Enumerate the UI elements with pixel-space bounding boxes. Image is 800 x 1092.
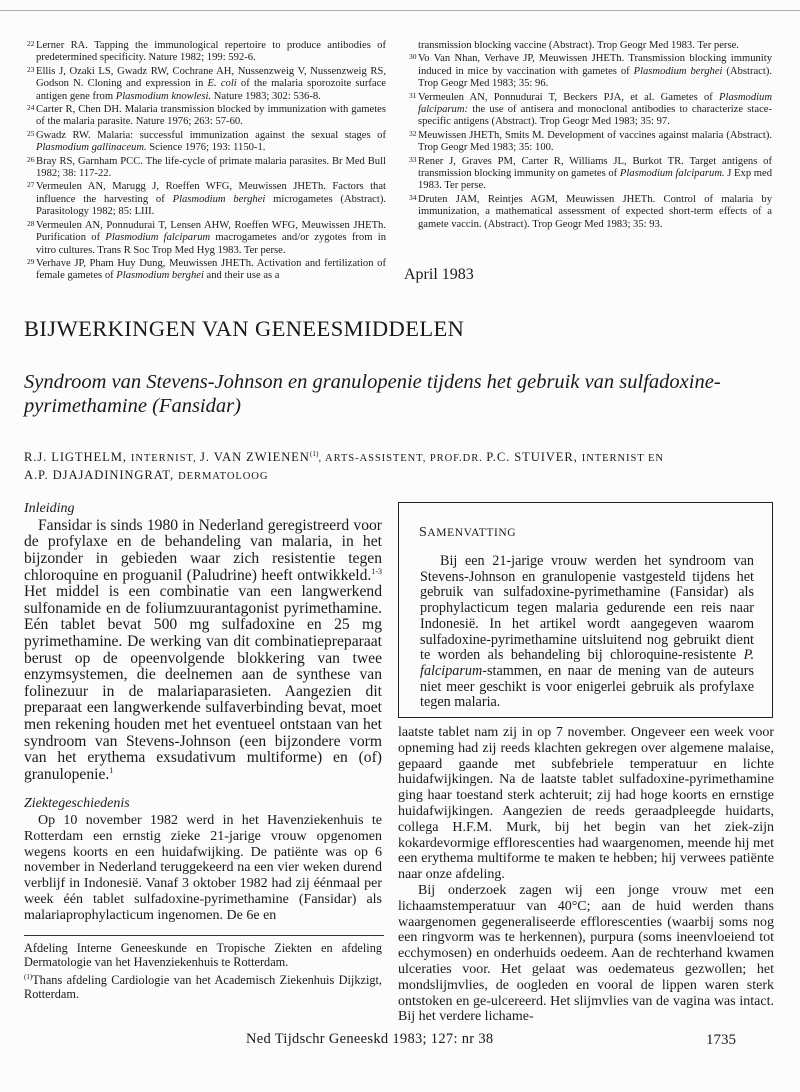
reference-text: Ellis J, Ozaki LS, Gwadz RW, Cochrane AH, Nussenzweig V, Nussenzweig RS, Godson N. Cloning and expression in E. coli of the malaria sporozoite surface antigen gene from Plasmodium knowlesi. Nature 1983; 302: 536-8. bbox=[36, 65, 386, 102]
reference-number: 34 bbox=[409, 192, 417, 202]
reference-item bbox=[409, 128, 772, 155]
reference-number: 28 bbox=[27, 218, 35, 228]
reference-text: Gwadz RW. Malaria: successful immunization against the sexual stages of Plasmodium gallinaceum. Science 1976; 193: 1150-1. bbox=[36, 129, 386, 154]
reference-text: Verhave JP, Pham Huy Dung, Meuwissen JHETh. Activation and fertilization of female gametes of Plasmodium berghei and their use as a bbox=[36, 257, 386, 282]
reference-number: 25 bbox=[27, 128, 35, 138]
author-role: , ARTS-ASSISTENT, bbox=[318, 453, 430, 465]
reference-item bbox=[27, 64, 386, 103]
reference-number: 30 bbox=[409, 52, 417, 62]
reference-text: Carter R, Chen DH. Malaria transmission blocked by immunization with gametes of the malaria parasite. Nature 1976; 263: 57-60. bbox=[36, 104, 386, 128]
body-column-right bbox=[398, 725, 774, 1025]
reference-number: 31 bbox=[409, 90, 417, 100]
reference-number: 29 bbox=[27, 256, 35, 266]
journal-citation: Ned Tijdschr Geneeskd 1983; 127: nr 38 bbox=[246, 1031, 494, 1047]
author-line bbox=[24, 445, 780, 485]
body-column-left bbox=[24, 501, 382, 924]
page-number: 1735 bbox=[706, 1032, 736, 1048]
reference-text: Meuwissen JHETh, Smits M. Development of vaccines against malaria (Abstract). Trop Geogr Med 1983; 35: 100. bbox=[418, 129, 772, 154]
reference-number: 27 bbox=[27, 180, 35, 190]
case-paragraph: laatste tablet nam zij in op 7 november. Ongeveer een week voor opneming had zij reeds klachten gekregen over algemene malaise, gepaard gaande met subfebriele temperatuur en lichte huidafwijkingen. Na de laatste tablet sulfadoxine-pyrimethamine ging haar toestand sterk achteruit; zij had hoge koorts en ernstige huidafwijkingen. Aangezien de reeds geraadpleegde huidarts, collega H.F.M. Murk, bij het begin van het ziek-zijn kokardevormige efflorescenties had waargenomen, meende hij met een erythema multiforme te maken te hebben; hij verwees patiënte naar onze afdeling. bbox=[398, 725, 774, 883]
author-role: INTERNIST EN bbox=[581, 453, 664, 465]
reference-item bbox=[409, 154, 772, 193]
summary-box bbox=[398, 502, 773, 718]
reference-text: Vo Van Nhan, Verhave JP, Meuwissen JHETh. Transmission blocking immunity induced in mice by vaccination with gametes of Plasmodium berghei (Abstract). Trop Geogr Med 1983; 35: 96. bbox=[418, 53, 772, 90]
reference-text: Druten JAM, Reintjes AGM, Meuwissen JHETh. Control of malaria by immunization, a mathematical assessment of expected short-term effects of a gamete vaccin. (Abstract). Trop Geogr Med 1983; 35: 93. bbox=[418, 193, 772, 230]
reference-text: Rener J, Graves PM, Carter R, Williams JL, Burkot TR. Target antigens of transmission blocking immunity on gametes of Plasmodium falciparum. J Exp med 1983. Ter perse. bbox=[418, 155, 772, 192]
reference-text: Vermeulen AN, Ponnudurai T, Lensen AHW, Roeffen WFG, Meuwissen JHETh. Purification of Plasmodium falciparum macrogametes and/or zygotes from in vitro cultures. Trans R Soc Trop Med Hyg 1983. Ter perse. bbox=[36, 219, 386, 256]
citation-marker: 1 bbox=[109, 765, 114, 775]
reference-item bbox=[27, 103, 386, 129]
footnote-current-address: $^{(1)}$Thans afdeling Cardiologie van het Academisch Ziekenhuis Dijkzigt, Rotterdam. bbox=[24, 973, 382, 1002]
author-role: INTERNIST, bbox=[130, 453, 201, 465]
reference-list-left bbox=[27, 39, 387, 284]
summary-text: Bij een 21-jarige vrouw werden het syndroom van Stevens-Johnson en granulopenie vastgesteld tijdens het gebruik van sulfadoxine-pyrimethamine (Fansidar) als prophylacticum tegen malaria gedurende een reis naar Indonesië. In het artikel wordt aangegeven waarom sulfadoxine-pyrimethamine uitsluitend nog gebruikt dient te worden als behandeling bij chloroquine-resistente P. falciparum-stammen, en naar de mening van de auteurs niet meer geschikt is voor enigerlei gebruik als profylaxe tegen malaria. bbox=[420, 553, 754, 711]
intro-heading: Inleiding bbox=[24, 501, 75, 516]
history-paragraph: Op 10 november 1982 werd in het Havenziekenhuis te Rotterdam een ernstig zieke 21-jarige vrouw opgenomen wegens koorts en een huidafwijking. De patiënte was op 6 november in Nederland teruggekeerd na een vier weken durend verblijf in Indonesië. Vanaf 3 oktober 1982 had zij éénmaal per week één tablet sulfadoxine-pyrimethamine (Fansidar) als malariaprophylacticum ingenomen. De 6e en bbox=[24, 813, 382, 923]
section-title: BIJWERKINGEN VAN GENEESMIDDELEN bbox=[24, 316, 465, 341]
top-rule bbox=[0, 10, 800, 11]
reference-number: 33 bbox=[409, 154, 417, 164]
author-footnote-marker: (1) bbox=[309, 449, 319, 458]
reference-item bbox=[27, 256, 386, 283]
reference-list-right bbox=[409, 40, 772, 232]
reference-item bbox=[27, 154, 386, 181]
reference-number: 23 bbox=[27, 64, 35, 74]
author-name: J. VAN ZWIENEN bbox=[200, 450, 310, 465]
reference-item bbox=[409, 90, 772, 129]
article-title: Syndroom van Stevens-Johnson en granulopenie tijdens het gebruik van sulfadoxine-pyrimethamine (Fansidar) bbox=[24, 371, 721, 417]
reference-number: 22 bbox=[27, 39, 35, 48]
reference-item bbox=[409, 52, 772, 90]
reference-text: Vermeulen AN, Marugg J, Roeffen WFG, Meuwissen JHETh. Factors that influence the harvesting of Plasmodium berghei microgametes (Abstract). Parasitology 1982; 85: LIII. bbox=[36, 181, 387, 218]
citation-marker: 1-3 bbox=[371, 566, 382, 576]
reference-number: 24 bbox=[27, 103, 35, 113]
footnotes bbox=[24, 941, 382, 1002]
reference-text: Vermeulen AN, Ponnudurai T, Beckers PJA, et al. Gametes of Plasmodium falciparum: the use of antisera and monoclonal antibodies to characterize stace-specific antigens (Abstract). Trop Geogr Med 1983; 35: 97. bbox=[418, 91, 772, 128]
reference-item bbox=[27, 128, 386, 155]
author-name: P.C. STUIVER, bbox=[486, 450, 582, 465]
history-heading: Ziektegeschiedenis bbox=[24, 796, 130, 812]
author-name: R.J. LIGTHELM, bbox=[24, 450, 131, 465]
examination-paragraph: Bij onderzoek zagen wij een jonge vrouw met een lichaamstemperatuur van 40°C; aan de huid werden thans waargenomen gegeneraliseerde efflorescenties (waarbij soms nog een ringvorm was te herkennen), purpura (soms ineenvloeiend tot ecchymosen) en onderhuids oedeem. Aan de rechterhand kwamen ulceraties voor. Het gelaat was oedemateus gezwollen; het mondslijmvlies, de oogleden en vooral de lippen waren sterk ontstoken en ge-ulcereerd. Het slijmvlies van de vagina was intact. Bij het verdere lichame- bbox=[398, 882, 774, 1025]
author-title: PROF.DR. bbox=[429, 453, 487, 465]
reference-number: 26 bbox=[27, 154, 35, 164]
reference-item bbox=[409, 192, 772, 231]
author-role: DERMATOLOOG bbox=[178, 471, 269, 483]
summary-heading: SAMENVATTING bbox=[419, 525, 517, 540]
footnote-rule bbox=[24, 935, 384, 936]
reference-number: 32 bbox=[409, 128, 417, 138]
reference-item bbox=[27, 218, 386, 257]
reference-text: Bray RS, Garnham PCC. The life-cycle of primate malaria parasites. Br Med Bull 1982; 38: 117-22. bbox=[36, 155, 386, 180]
intro-paragraph: Fansidar is sinds 1980 in Nederland geregistreerd voor de profylaxe en de behandeling van malaria, in het bijzonder in gebieden waar zich resistentie tegen chloroquine en proguanil (Paludrine) heeft ontwikkeld.$^{1-3}$ Het middel is een combinatie van een langwerkend sulfonamide en de foliumzuurantagonist pyrimethamine. Eén tablet bevat 500 mg sulfadoxine en 25 mg pyrimethamine. De werking van dit combinatiepreparaat berust op de opeenvolgende blokkering van twee enzymsystemen, die deelnemen aan de synthese van folinezuur in de malariaparasieten. Aangezien dit preparaat een langwerkende sulfaverbinding bevat, moet men rekening houden met het eventueel ontstaan van het syndroom van Stevens-Johnson (een bijzondere vorm van het erythema exsudativum multiforme) en (of) granulopenie.$^1$ bbox=[24, 516, 382, 783]
author-name: A.P. DJAJADININGRAT, bbox=[24, 468, 179, 483]
reference-item bbox=[27, 180, 387, 218]
reference-item bbox=[418, 40, 772, 52]
issue-date: April 1983 bbox=[404, 266, 474, 283]
reference-text: transmission blocking vaccine (Abstract). Trop Geogr Med 1983. Ter perse. bbox=[418, 40, 739, 51]
reference-text: Lerner RA. Tapping the immunological repertoire to produce antibodies of predetermined specificity. Nature 1982; 199: 592-6. bbox=[36, 40, 386, 64]
reference-item bbox=[27, 39, 386, 65]
footnote-affiliation: Afdeling Interne Geneeskunde en Tropische Ziekten en afdeling Dermatologie van het Havenziekenhuis te Rotterdam. bbox=[24, 941, 382, 969]
